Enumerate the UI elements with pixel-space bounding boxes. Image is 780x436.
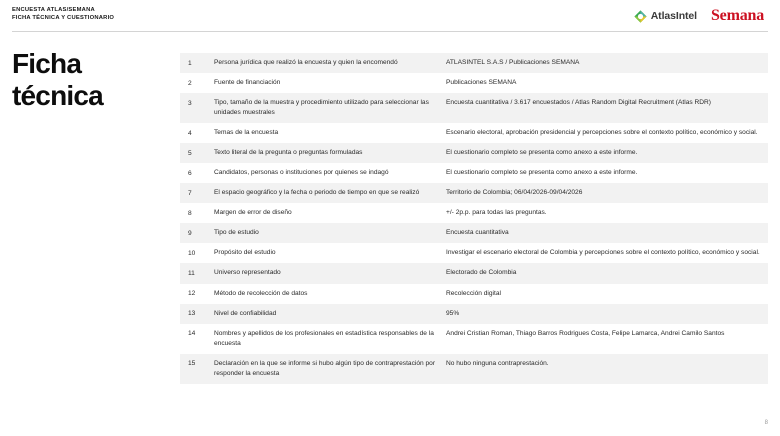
brand-semana-label: Semana: [710, 7, 764, 24]
table-row: [180, 163, 768, 183]
row-value: Escenario electoral, aprobación presidencial y percepciones sobre el contexto político, económico y social.: [446, 129, 758, 137]
row-value: Encuesta cuantitativa / 3.617 encuestados / Atlas Random Digital Recruitment (Atlas RDR): [446, 99, 711, 107]
row-label: Método de recolección de datos: [214, 289, 308, 297]
row-label: Fuente de financiación: [214, 79, 281, 87]
row-label: Margen de error de diseño: [214, 209, 292, 217]
page-title-line-1: Ficha: [12, 48, 82, 79]
table-row: [180, 53, 768, 73]
row-value: Andrei Cristian Roman, Thiago Barros Rodrigues Costa, Felipe Lamarca, Andrei Camilo Santos: [446, 329, 725, 337]
row-number: 4: [188, 129, 192, 137]
kicker-line-survey: ENCUESTA ATLAS/SEMANA: [12, 7, 95, 13]
row-number: 10: [188, 249, 196, 257]
row-label: Candidatos, personas o instituciones por quienes se indagó: [214, 169, 389, 177]
header-kicker: [12, 7, 114, 22]
row-number: 3: [188, 99, 192, 107]
page-title-line-2: técnica: [12, 79, 103, 111]
row-value: No hubo ninguna contraprestación.: [446, 359, 549, 367]
table-row: [180, 324, 768, 354]
row-label: El espacio geográfico y la fecha o periodo de tiempo en que se realizó: [214, 189, 420, 197]
table-row: [180, 203, 768, 223]
table-row: [180, 284, 768, 304]
row-label: Propósito del estudio: [214, 249, 276, 257]
row-value: 95%: [446, 309, 460, 317]
row-number: 2: [188, 79, 192, 87]
table-row: [180, 143, 768, 163]
row-label: Temas de la encuesta: [214, 129, 279, 137]
table-row: [180, 304, 768, 324]
table-row: [180, 183, 768, 203]
row-value: Investigar el escenario electoral de Colombia y percepciones sobre el contexto político, económico y social.: [446, 249, 760, 257]
table-row: [180, 123, 768, 143]
row-value: +/- 2p.p. para todas las preguntas.: [446, 209, 547, 217]
row-number: 7: [188, 189, 192, 197]
page-number: 8: [764, 420, 768, 426]
row-number: 14: [188, 330, 196, 338]
row-number: 8: [188, 209, 192, 217]
atlas-diamond-icon: [634, 10, 647, 23]
row-value: Publicaciones SEMANA: [446, 79, 517, 87]
row-number: 12: [188, 290, 196, 297]
row-value: Territorio de Colombia; 06/04/2026-09/04/2026: [446, 189, 583, 197]
brand-atlasintel-label: AtlasIntel: [650, 10, 697, 22]
row-label: Persona jurídica que realizó la encuesta y quien la encomendó: [214, 59, 398, 66]
row-value: El cuestionario completo se presenta como anexo a este informe.: [446, 149, 638, 157]
row-value: Recolección digital: [446, 289, 501, 297]
row-label: Nombres y apellidos de los profesionales en estadística responsables de la encuesta: [214, 329, 434, 347]
header-divider: [12, 31, 768, 32]
page-title: [12, 48, 172, 112]
table-row: [180, 354, 768, 384]
row-number: 11: [188, 269, 195, 277]
row-value: ATLASINTEL S.A.S / Publicaciones SEMANA: [446, 59, 580, 66]
row-label: Nivel de confiabilidad: [214, 309, 277, 317]
row-label: Universo representado: [214, 269, 281, 277]
row-label: Texto literal de la pregunta o preguntas formuladas: [214, 149, 363, 157]
row-number: 9: [188, 229, 192, 237]
row-number: 1: [188, 59, 192, 67]
row-number: 13: [188, 310, 196, 318]
page-header: [0, 0, 780, 31]
row-label: Tipo de estudio: [214, 229, 259, 237]
table-row: [180, 223, 768, 243]
kicker-line-section: FICHA TÉCNICA Y CUESTIONARIO: [12, 14, 115, 21]
row-value: Electorado de Colombia: [446, 269, 517, 277]
row-label: Tipo, tamaño de la muestra y procedimiento utilizado para seleccionar las unidades muestrales: [214, 99, 429, 117]
table-row: [180, 263, 768, 283]
header-brands: [634, 8, 768, 24]
ficha-tecnica-table: [180, 53, 768, 384]
row-number: 5: [188, 149, 192, 157]
row-number: 15: [188, 360, 196, 368]
table-row: [180, 243, 768, 263]
table-row: [180, 93, 768, 123]
row-number: 6: [188, 169, 192, 177]
table-row: [180, 73, 768, 93]
row-label: Declaración en la que se informe si hubo algún tipo de contraprestación por responder la encuesta: [214, 359, 436, 377]
row-value: El cuestionario completo se presenta como anexo a este informe.: [446, 169, 638, 177]
row-value: Encuesta cuantitativa: [446, 229, 509, 237]
brand-atlasintel: [634, 10, 697, 23]
